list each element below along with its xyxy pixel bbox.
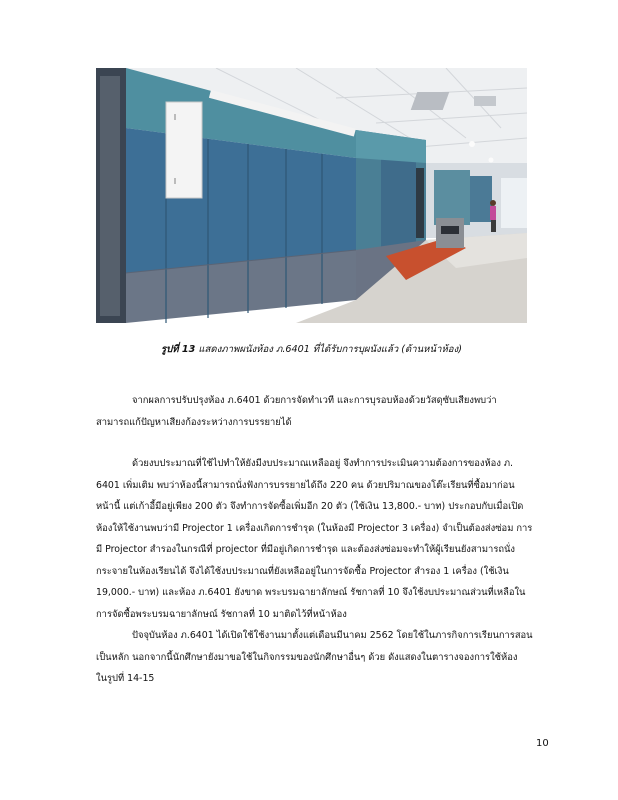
paragraph-line: มี Projector สำรองในกรณีที่ projector ที่มีอยู่เกิดการชำรุด และต้องส่งซ่อมจะทำให้ผู้เรียนยังสามารถนั่ง — [96, 544, 516, 555]
paragraph-line: ปัจจุบันห้อง ภ.6401 ได้เปิดใช้ใช้งานมาตั้งแต่เดือนมีนาคม 2562 โดยใช้ในภารกิจการเรียนการสอน — [132, 630, 533, 641]
paragraph-line: ในรูปที่ 14-15 — [96, 673, 155, 684]
paragraph-1 — [96, 390, 552, 433]
paragraph-line: 19,000.- บาท) และห้อง ภ.6401 ยังขาด พระบรมฉายาลักษณ์ รัชกาลที่ 10 จึงใช้งบประมาณส่วนที่เหลือใน — [96, 587, 526, 598]
paragraph-line: หน้านี้ แต่เก้าอี้มีอยู่เพียง 200 ตัว จึงทำการจัดซื้อเพิ่มอีก 20 ตัว (ใช้เงิน 13,800.- บาท) ประกอบกับเมื่อเปิด — [96, 501, 524, 512]
room-wall-photo — [96, 68, 527, 323]
figure-caption-label: รูปที่ 13 — [161, 344, 196, 355]
paragraph-3 — [96, 625, 552, 690]
paragraph-line: เป็นหลัก นอกจากนี้นักศึกษายังมาขอใช้ในกิจกรรมของนักศึกษาอื่นๆ ด้วย ดังแสดงในตารางจองการใช้ห้อง — [96, 651, 518, 663]
paragraph-line: สามารถแก้ปัญหาเสียงก้องระหว่างการบรรยายได้ — [96, 416, 292, 428]
paragraph-line: การจัดซื้อพระบรมฉายาลักษณ์ รัชกาลที่ 10 มาติดไว้ที่หน้าห้อง — [96, 608, 347, 620]
paragraph-line: ห้องให้ใช้งานพบว่ามี Projector 1 เครื่องเกิดการชำรุด (ในห้องมี Projector 3 เครื่อง) จำเป็นต้องส่งซ่อม การ — [96, 522, 533, 534]
page-number: 10 — [536, 738, 549, 749]
paragraph-2 — [96, 453, 552, 625]
paragraph-line: ด้วยงบประมาณที่ใช้ไปทำให้ยังมีงบประมาณเหลืออยู่ จึงทำการประเมินความต้องการของห้อง ภ. — [132, 458, 514, 469]
figure-caption-text: แสดงภาพผนังห้อง ภ.6401 ที่ได้รับการบุผนังแล้ว (ด้านหน้าห้อง) — [195, 344, 462, 355]
paragraph-line: กระจายในห้องเรียนได้ จึงได้ใช้งบประมาณที่ยังเหลืออยู่ในการจัดซื้อ Projector สำรอง 1 เครื่อง (ใช้เงิน — [96, 565, 509, 577]
paragraph-line: 6401 เพิ่มเติม พบว่าห้องนี้สามารถนั่งฟังการบรรยายได้ถึง 220 คน ด้วยปริมาณของโต๊ะเรียนที่ซื้อมาก่อน — [96, 479, 515, 491]
figure-caption — [96, 342, 527, 357]
paragraph-line: จากผลการปรับปรุงห้อง ภ.6401 ด้วยการจัดทำเวที และการบุรอบห้องด้วยวัสดุซับเสียงพบว่า — [132, 395, 497, 406]
